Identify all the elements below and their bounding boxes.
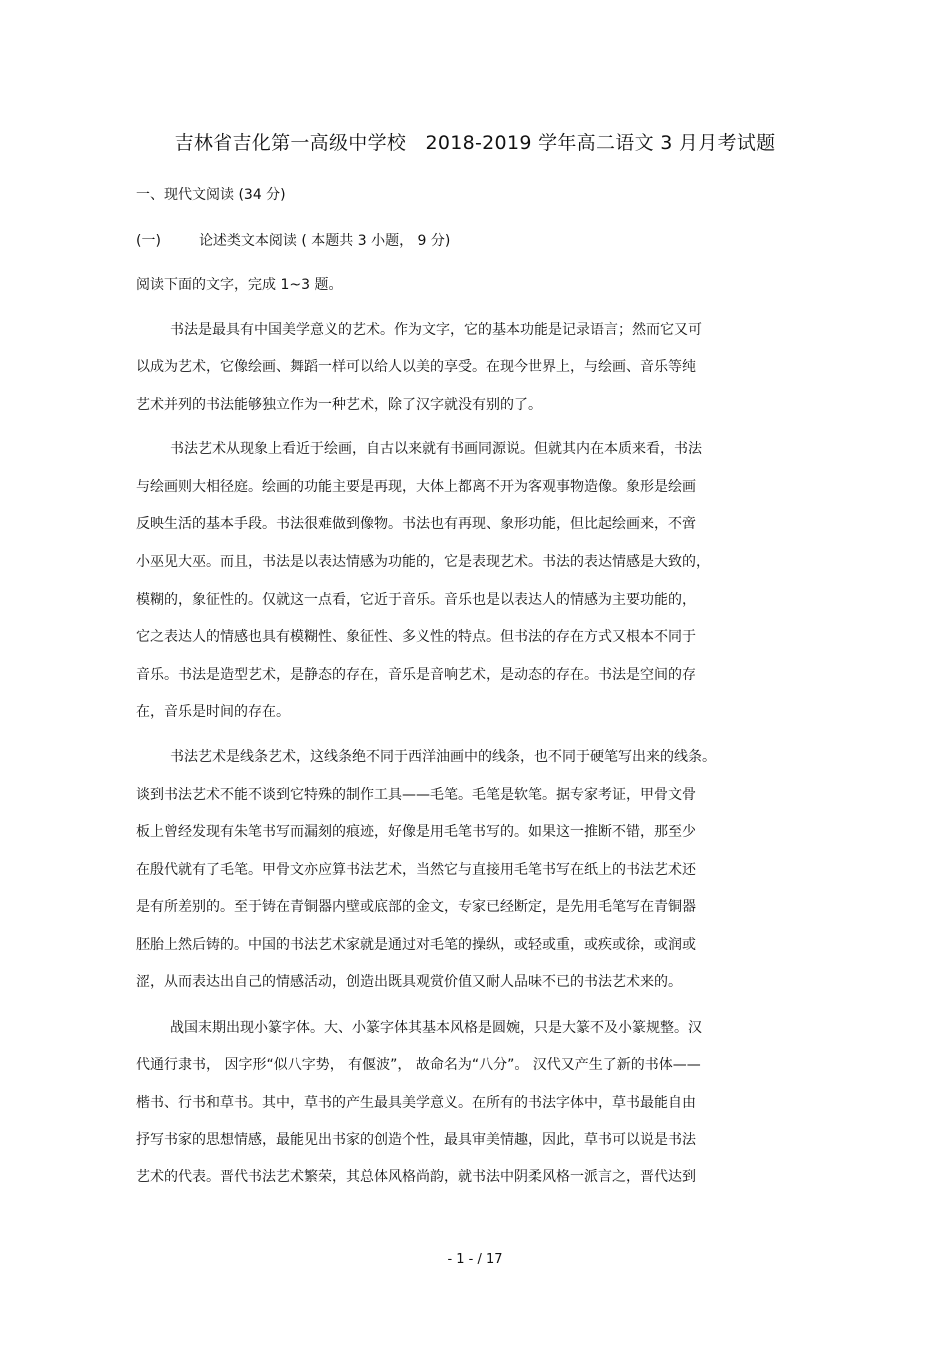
text-line: 楷书、行书和草书。其中，草书的产生最具美学意义。在所有的书法字体中，草书最能自由: [136, 1095, 696, 1111]
text-line: 抒写书家的思想情感，最能见出书家的创造个性，最具审美情趣，因此，草书可以说是书法: [136, 1132, 696, 1148]
section-heading: 一、现代文阅读 (34 分): [136, 187, 286, 203]
text-line: 艺术并列的书法能够独立作为一种艺术，除了汉字就没有别的了。: [136, 397, 542, 413]
exam-title: 吉林省吉化第一高级中学校 2018-2019 学年高二语文 3 月月考试题: [174, 132, 776, 154]
text-line: 艺术的代表。晋代书法艺术繁荣，其总体风格尚韵，就书法中阴柔风格一派言之，晋代达到: [136, 1169, 696, 1185]
text-line: 小巫见大巫。而且，书法是以表达情感为功能的，它是表现艺术。书法的表达情感是大致的，: [136, 554, 710, 570]
text-line: 书法艺术是线条艺术，这线条绝不同于西洋油画中的线条，也不同于硬笔写出来的线条。: [170, 749, 716, 765]
text-line: 是有所差别的。至于铸在青铜器内壁或底部的金文，专家已经断定，是先用毛笔写在青铜器: [136, 899, 696, 915]
subsection-heading: [136, 230, 450, 250]
page-number: - 1 - / 17: [447, 1252, 503, 1267]
text-line: 板上曾经发现有朱笔书写而漏刻的痕迹，好像是用毛笔书写的。如果这一推断不错，那至少: [136, 824, 696, 840]
text-line: 战国末期出现小篆字体。大、小篆字体其基本风格是圆婉，只是大篆不及小篆规整。汉: [170, 1020, 702, 1036]
reading-instruction: 阅读下面的文字，完成 1~3 题。: [136, 277, 343, 293]
text-line: 它之表达人的情感也具有模糊性、象征性、多义性的特点。但书法的存在方式又根本不同于: [136, 629, 696, 645]
text-line: 反映生活的基本手段。书法很难做到像物。书法也有再现、象形功能，但比起绘画来，不啻: [136, 516, 696, 532]
subsection-label: (一): [136, 233, 161, 249]
text-line: 在，音乐是时间的存在。: [136, 704, 290, 720]
text-line: 书法艺术从现象上看近于绘画，自古以来就有书画同源说。但就其内在本质来看，书法: [170, 441, 702, 457]
subsection-text: 论述类文本阅读 ( 本题共 3 小题， 9 分): [198, 233, 451, 249]
text-line: 模糊的，象征性的。仅就这一点看，它近于音乐。音乐也是以表达人的情感为主要功能的，: [136, 592, 696, 608]
text-line: 音乐。书法是造型艺术，是静态的存在，音乐是音响艺术，是动态的存在。书法是空间的存: [136, 667, 696, 683]
text-line: 以成为艺术，它像绘画、舞蹈一样可以给人以美的享受。在现今世界上，与绘画、音乐等纯: [136, 359, 696, 375]
text-line: 在殷代就有了毛笔。甲骨文亦应算书法艺术，当然它与直接用毛笔书写在纸上的书法艺术还: [136, 862, 696, 878]
text-line: 与绘画则大相径庭。绘画的功能主要是再现，大体上都离不开为客观事物造像。象形是绘画: [136, 479, 696, 495]
text-line: 书法是最具有中国美学意义的艺术。作为文字，它的基本功能是记录语言；然而它又可: [170, 322, 702, 338]
text-line: 涩，从而表达出自己的情感活动，创造出既具观赏价值又耐人品味不已的书法艺术来的。: [136, 974, 682, 990]
text-line: 胚胎上然后铸的。中国的书法艺术家就是通过对毛笔的操纵，或轻或重，或疾或徐，或润或: [136, 937, 696, 953]
text-line: 代通行隶书， 因字形“似八字势， 有偃波”， 故命名为“八分”。 汉代又产生了新的书体——: [136, 1057, 701, 1073]
text-line: 谈到书法艺术不能不谈到它特殊的制作工具——毛笔。毛笔是软笔。据专家考证，甲骨文骨: [136, 787, 696, 803]
